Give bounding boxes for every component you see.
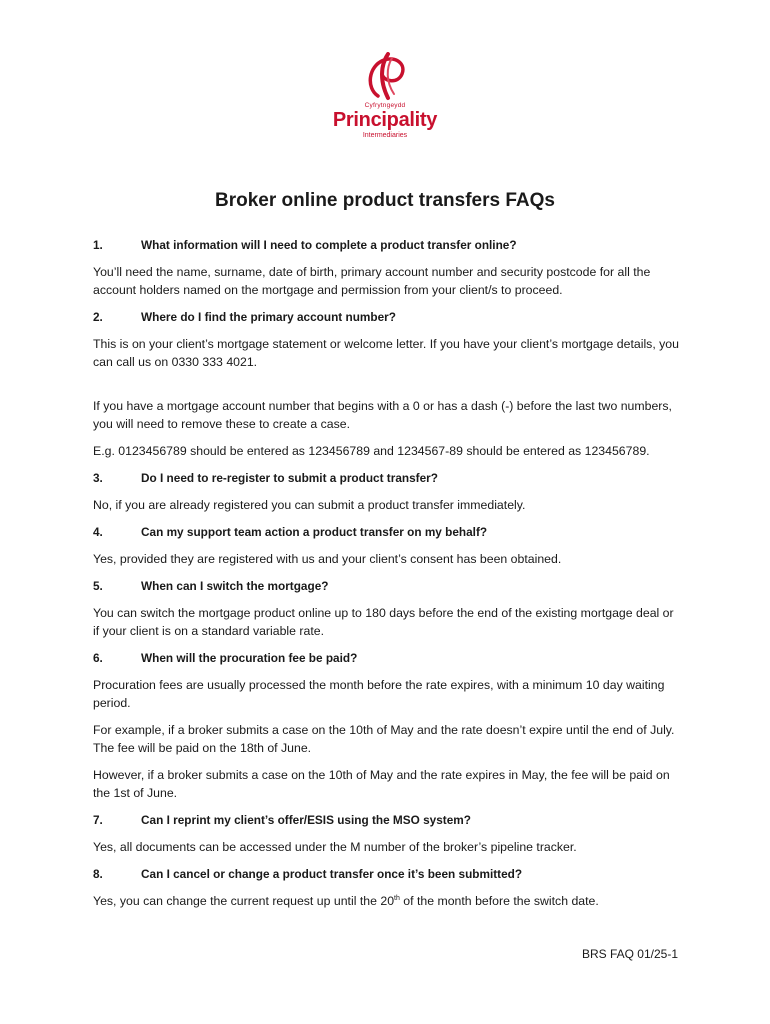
faq-answer-6: Procuration fees are usually processed the month before the rate expires, with a minimum 10 day waiting period.	[93, 678, 665, 710]
faq-answer-6b: For example, if a broker submits a case on the 10th of May and the rate doesn’t expire until the end of July. The fee will be paid on the 18th of June.	[93, 723, 675, 755]
faq-question-3: 3. Do I need to re-register to submit a product transfer?	[93, 471, 438, 485]
faq-answer-4: Yes, provided they are registered with us and your client’s consent has been obtained.	[93, 552, 562, 566]
faq-question-2: 2. Where do I find the primary account number?	[93, 310, 396, 324]
principality-logo	[320, 52, 450, 162]
faq-question-5: 5. When can I switch the mortgage?	[93, 579, 329, 593]
faq-answer-7: Yes, all documents can be accessed under the M number of the broker’s pipeline tracker.	[93, 840, 577, 854]
faq-answer-5: You can switch the mortgage product online up to 180 days before the end of the existing mortgage deal or if your client is on a standard variable rate.	[93, 606, 674, 638]
faq-answer-2c: E.g. 0123456789 should be entered as 123456789 and 1234567-89 should be entered as 123456789.	[93, 444, 650, 458]
faq-answer-8: Yes, you can change the current request up until the 20th of the month before the switch date.	[93, 894, 599, 908]
faq-answer-2b: If you have a mortgage account number that begins with a 0 or has a dash (-) before the last two numbers, you will need to remove these to create a case.	[93, 399, 672, 431]
faq-list	[93, 236, 683, 919]
faq-question-6: 6. When will the procuration fee be paid?	[93, 651, 358, 665]
faq-answer-3: No, if you are already registered you can submit a product transfer immediately.	[93, 498, 526, 512]
faq-question-1: 1. What information will I need to complete a product transfer online?	[93, 238, 517, 252]
faq-answer-2: This is on your client’s mortgage statement or welcome letter. If you have your client’s mortgage details, you can call us on 0330 333 4021.	[93, 337, 679, 369]
logo-subtitle: Intermediaries	[362, 132, 408, 139]
faq-answer-1: You’ll need the name, surname, date of birth, primary account number and security postcode for all the account holders named on the mortgage and permission from your client/s to proceed.	[93, 265, 651, 297]
principality-emblem-icon	[358, 52, 412, 102]
faq-question-7: 7. Can I reprint my client’s offer/ESIS using the MSO system?	[93, 813, 471, 827]
logo-tagline: Cyfrytngeydd	[364, 102, 406, 109]
page-title: Broker online product transfers FAQs	[215, 190, 555, 211]
faq-answer-6c: However, if a broker submits a case on the 10th of May and the rate expires in May, the fee will be paid on the 1st of June.	[93, 768, 670, 800]
faq-question-8: 8. Can I cancel or change a product transfer once it’s been submitted?	[93, 867, 523, 881]
logo-brand: Principality	[332, 109, 438, 131]
document-reference: BRS FAQ 01/25-1	[581, 947, 678, 961]
faq-question-4: 4. Can my support team action a product transfer on my behalf?	[93, 525, 488, 539]
